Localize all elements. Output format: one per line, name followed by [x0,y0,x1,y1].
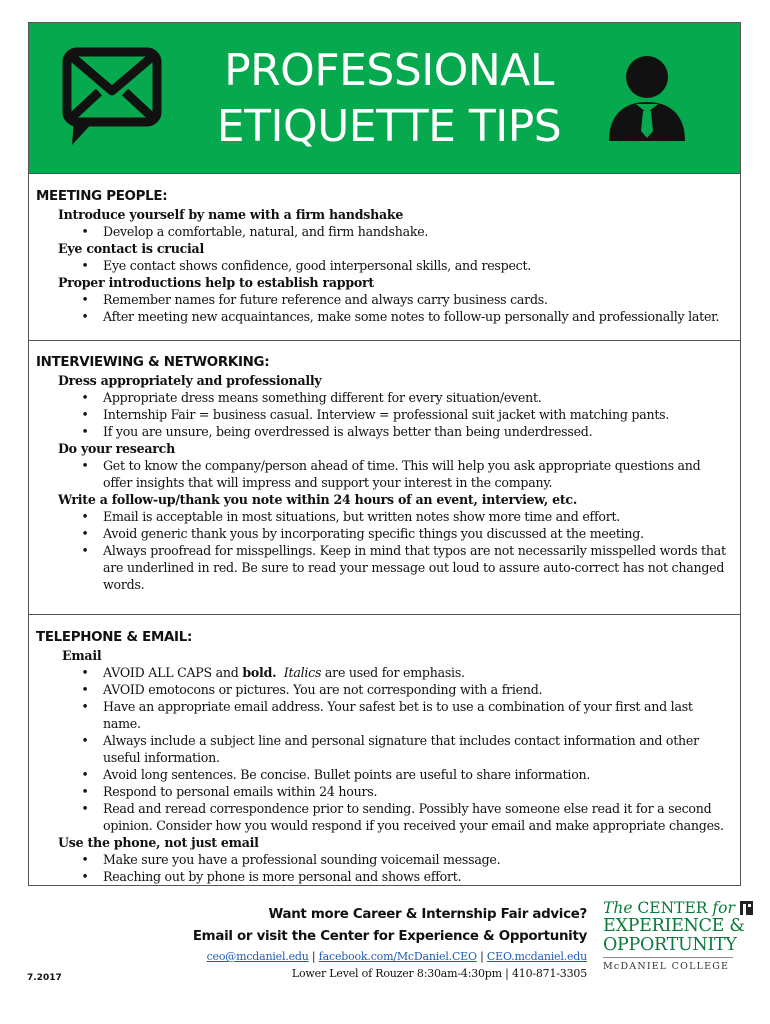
date-stamp: 7.2017 [27,973,62,983]
tip-heading: Write a follow-up/thank you note within 24 hours of an event, interview, etc. [58,492,577,507]
tip-heading: Introduce yourself by name with a firm handshake [58,207,404,222]
tip-list [29,457,740,491]
list-item: • Develop a comfortable, natural, and firm handshake. [81,224,429,239]
list-item: • Internship Fair = business casual. Interview = professional suit jacket with matching pants. [81,407,670,422]
list-item: • Get to know the company/person ahead of time. This will help you ask appropriate questions and offer insights that will impress and support your interest in the company. [81,458,701,490]
list-item: • AVOID ALL CAPS and bold. Italics are used for emphasis. [81,665,465,680]
document-frame [28,22,741,886]
tip-list [29,664,740,834]
page-title [193,43,585,155]
footer-contact [193,904,587,982]
logo-line-2: EXPERIENCE & [603,916,745,936]
envelope-chat-icon [62,47,166,147]
list-item: • Appropriate dress means something different for every situation/event. [81,390,542,405]
list-item: • Always proofread for misspellings. Keep in mind that typos are not necessarily misspelled words that are underlined in red. Be sure to read your message out loud to assure auto-correct has not changed words. [81,543,726,592]
email-link[interactable]: ceo@mcdaniel.edu [206,950,309,963]
list-item: • Read and reread correspondence prior to sending. Possibly have someone else read it for a second opinion. Consider how you would respond if you received your email and make appropriate changes. [81,801,724,833]
footer-subheadline: Email or visit the Center for Experience & Opportunity [192,929,587,944]
logo-line-4: McDANIEL COLLEGE [603,957,733,974]
website-link[interactable]: CEO.mcdaniel.edu [486,950,587,963]
section-heading: MEETING PEOPLE: [36,189,168,204]
footer-links: ceo@mcdaniel.edu | facebook.com/McDaniel.CEO | CEO.mcdaniel.edu [206,950,587,963]
list-item: • If you are unsure, being overdressed is always better than being underdressed. [81,424,593,439]
tip-list [29,851,740,885]
title-line-2: ETIQUETTE TIPS [216,101,562,152]
footer-headline: Want more Career & Internship Fair advice? [268,907,587,922]
tip-heading: Proper introductions help to establish rapport [58,275,374,290]
list-item: • Email is acceptable in most situations, but written notes show more time and effort. [81,509,621,524]
building-mark-icon [740,901,753,915]
section-heading: INTERVIEWING & NETWORKING: [36,355,270,370]
tip-heading: Do your research [58,441,175,456]
list-item: • Make sure you have a professional sounding voicemail message. [81,852,501,867]
tip-heading: Use the phone, not just email [58,835,259,850]
list-item: • After meeting new acquaintances, make some notes to follow-up personally and professionally later. [81,309,720,324]
list-item: • Remember names for future reference and always carry business cards. [81,292,548,307]
businessperson-icon [602,53,692,143]
tip-list [29,389,740,440]
office-hours: Lower Level of Rouzer 8:30am-4:30pm | 410-871-3305 [291,967,587,980]
section-heading: TELEPHONE & EMAIL: [36,630,193,645]
list-item: • Have an appropriate email address. Your safest bet is to use a combination of your first and last name. [81,699,693,731]
tip-heading: Email [62,648,102,663]
interviewing-networking-section [29,340,740,615]
telephone-email-section [29,614,740,885]
list-item: • Always include a subject line and personal signature that includes contact information and other useful information. [81,733,699,765]
list-item: • Avoid long sentences. Be concise. Bullet points are useful to share information. [81,767,591,782]
list-item: • AVOID emotocons or pictures. You are not corresponding with a friend. [81,682,543,697]
facebook-link[interactable]: facebook.com/McDaniel.CEO [318,950,477,963]
tip-heading: Dress appropriately and professionally [58,373,322,388]
list-item: • Avoid generic thank yous by incorporating specific things you discussed at the meeting. [81,526,644,541]
logo-line-1: The CENTER for [603,899,733,917]
logo-line-3: OPPORTUNITY [603,935,737,955]
list-item: • Eye contact shows confidence, good interpersonal skills, and respect. [81,258,532,273]
tip-heading: Eye contact is crucial [58,241,205,256]
title-banner [29,23,740,174]
tip-list [29,508,740,593]
tip-list [29,223,740,240]
list-item: • Respond to personal emails within 24 hours. [81,784,378,799]
ceo-logo [603,899,745,974]
meeting-people-section [29,173,740,341]
list-item: • Reaching out by phone is more personal and shows effort. [81,869,462,884]
title-line-1: PROFESSIONAL [224,45,554,96]
tip-list [29,291,740,325]
tip-list [29,257,740,274]
